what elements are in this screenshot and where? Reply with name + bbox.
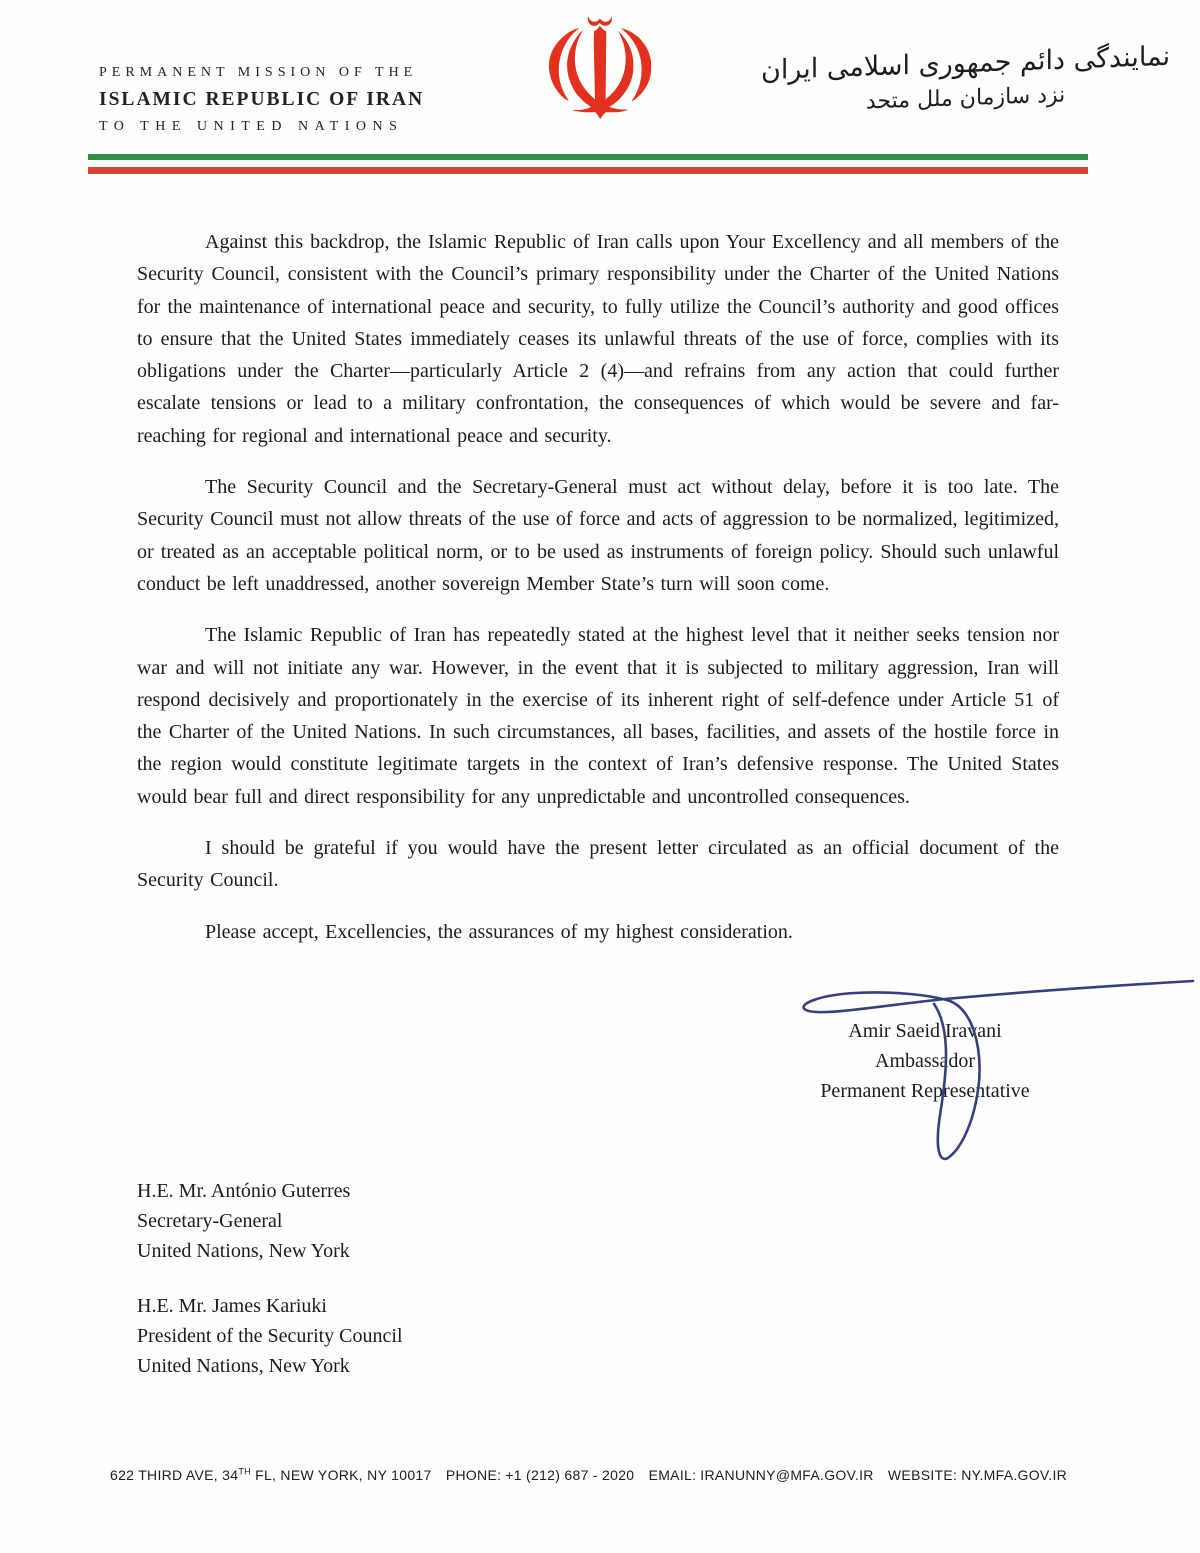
iran-emblem-icon: ☫ [537,0,663,153]
recipient-location: United Nations, New York [137,1355,350,1377]
signer-name: Amir Saeid Iravani [848,1020,1002,1042]
recipient-location: United Nations, New York [137,1240,350,1262]
footer-phone: PHONE: +1 (212) 687 - 2020 [445,1466,635,1483]
footer-address: 622 THIRD AVE, 34TH FL, NEW YORK, NY 10017 [110,1466,432,1483]
letter-paragraph: Against this backdrop, the Islamic Republic of Iran calls upon Your Excellency and all members of the Security Council, consistent with the Council’s primary responsibility under the Charter of the United Nations for the maintenance of international peace and security, to fully utilize the Council’s authority and good offices to ensure that the United States immediately ceases its unlawful threats of the use of force, complies with its obligations under the Charter—particularly Article 2 (4)—and refrains from any action that could further escalate tensions or lead to a military confrontation, the consequences of which would be severe and far-reaching for regional and international peace and security. [137,231,1059,447]
farsi-line2: نزد سازمان ملل متحد [865,82,1066,114]
signer-title-permanent-representative: Permanent Representative [820,1080,1030,1102]
mission-line2: ISLAMIC REPUBLIC OF IRAN [99,89,425,110]
farsi-line1: نمایندگی دائم جمهوری اسلامی ایران [760,40,1170,87]
signer-title-ambassador: Ambassador [875,1050,975,1072]
recipient-title: President of the Security Council [137,1325,403,1347]
letter-paragraph: The Security Council and the Secretary-General must act without delay, before it is too late. The Security Council must not allow threats of the use of force and acts of aggression to be normalized, legitimized, or treated as an acceptable political norm, or to be used as instruments of foreign policy. Should such unlawful conduct be left unaddressed, another sovereign Member State’s turn will soon come. [137,476,1059,595]
recipient-security-council-president [137,1291,403,1381]
recipient-secretary-general [137,1176,403,1266]
footer-website: WEBSITE: NY.MFA.GOV.IR [887,1466,1068,1483]
signature-block [700,1016,1150,1106]
recipient-name: H.E. Mr. António Guterres [137,1180,351,1202]
mission-line3: TO THE UNITED NATIONS [99,118,404,134]
mission-line1: PERMANENT MISSION OF THE [99,65,418,80]
letter-paragraph: Please accept, Excellencies, the assurances of my highest consideration. [205,920,793,943]
letter-paragraph: I should be grateful if you would have the present letter circulated as an official document of the Security Council. [137,837,1059,892]
letter-paragraph: The Islamic Republic of Iran has repeatedly stated at the highest level that it neither seeks tension nor war and will not initiate any war. However, in the event that it is subjected to military aggression, Iran will respond decisively and proportionately in the exercise of its inherent right of self-defence under Article 51 of the Charter of the United Nations. In such circumstances, all bases, facilities, and assets of the hostile force in the region would constitute legitimate targets in the context of Iran’s defensive response. The United States would bear full and direct responsibility for any unpredictable and uncontrolled consequences. [137,624,1059,808]
flag-stripe-red [88,167,1088,174]
farsi-mission-name [761,37,1170,120]
recipient-list [137,1176,403,1406]
flag-stripe-green [88,154,1088,160]
footer-email: EMAIL: IRANUNNY@MFA.GOV.IR [648,1466,874,1483]
recipient-title: Secretary-General [137,1210,283,1232]
recipient-name: H.E. Mr. James Kariuki [137,1295,327,1317]
letter-body [137,226,1059,967]
letterhead-footer [110,1466,1110,1483]
